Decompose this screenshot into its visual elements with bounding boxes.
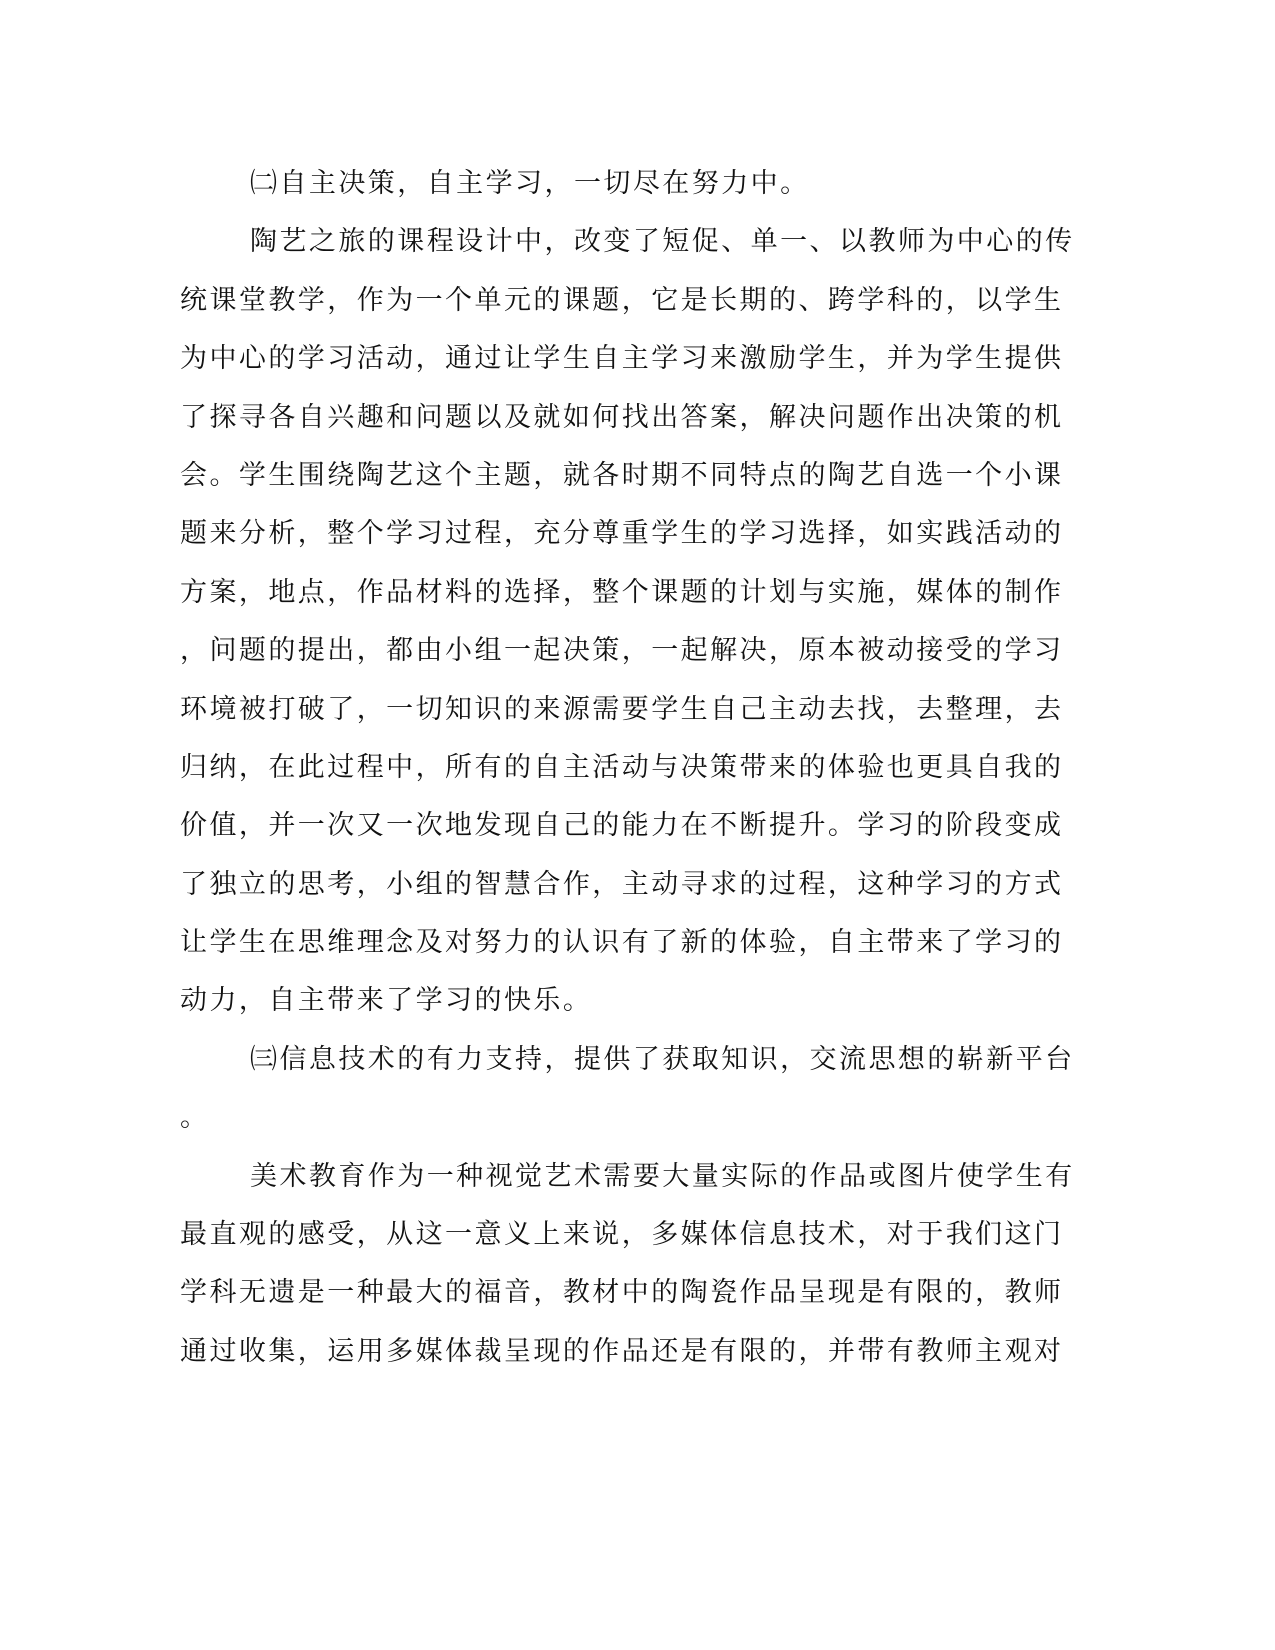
text-line: ㈡自主决策，自主学习，一切尽在努力中。 [250,168,810,199]
text-line: 动力，自主带来了学习的快乐。 [180,985,593,1017]
text-line: 最直观的感受，从这一意义上来说，多媒体信息技术，对于我们这门 [180,1219,1064,1251]
text-line: ，问题的提出，都由小组一起决策，一起解决，原本被动接受的学习 [180,635,1064,667]
text-line: 学科无遗是一种最大的福音，教材中的陶瓷作品呈现是有限的，教师 [180,1277,1064,1309]
text-line: 通过收集，运用多媒体裁呈现的作品还是有限的，并带有教师主观对 [180,1335,1064,1367]
text-line: 方案，地点，作品材料的选择，整个课题的计划与实施，媒体的制作 [180,576,1064,608]
text-line: 题来分析，整个学习过程，充分尊重学生的学习选择，如实践活动的 [180,518,1064,550]
text-line: 环境被打破了，一切知识的来源需要学生自己主动去找，去整理，去 [180,693,1064,725]
text-line: 为中心的学习活动，通过让学生自主学习来激励学生，并为学生提供 [180,343,1064,375]
text-line: 。 [180,1102,210,1134]
text-line: 价值，并一次又一次地发现自己的能力在不断提升。学习的阶段变成 [180,810,1064,842]
text-line: 了独立的思考，小组的智慧合作，主动寻求的过程，这种学习的方式 [180,868,1064,900]
text-line: 美术教育作为一种视觉艺术需要大量实际的作品或图片使学生有 [250,1160,1075,1192]
text-line: ㈢信息技术的有力支持，提供了获取知识，交流思想的崭新平台 [250,1043,1075,1075]
text-line: 会。学生围绕陶艺这个主题，就各时期不同特点的陶艺自选一个小课 [180,459,1064,491]
text-line: 统课堂教学，作为一个单元的课题，它是长期的、跨学科的，以学生 [180,284,1064,316]
body-text [180,155,1075,1381]
text-line: 归纳，在此过程中，所有的自主活动与决策带来的体验也更具自我的 [180,751,1064,783]
text-line: 了探寻各自兴趣和问题以及就如何找出答案，解决问题作出决策的机 [180,401,1064,433]
text-line: 陶艺之旅的课程设计中，改变了短促、单一、以教师为中心的传 [250,226,1075,258]
text-line: 让学生在思维理念及对努力的认识有了新的体验，自主带来了学习的 [180,927,1064,959]
